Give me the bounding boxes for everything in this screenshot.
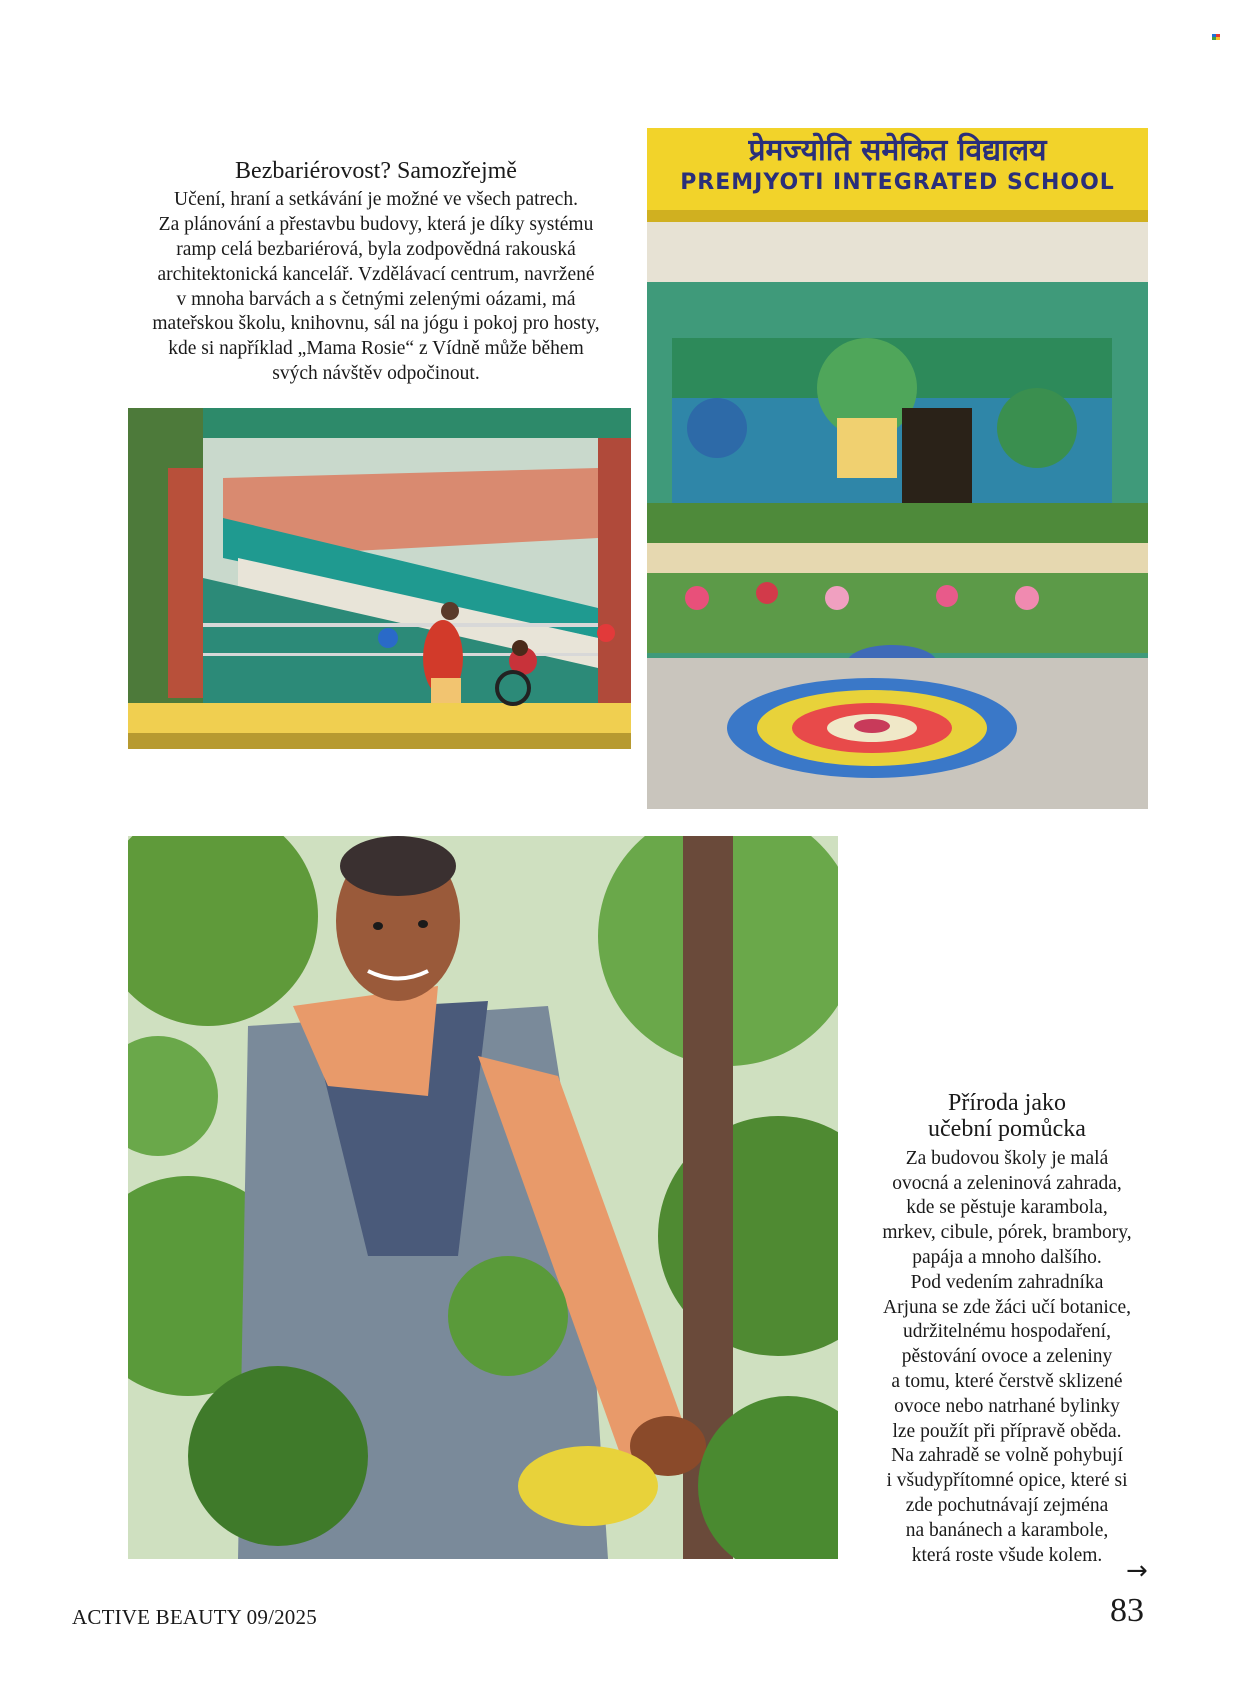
- text-line: zde pochutnávají zejména: [905, 1494, 1109, 1516]
- text-line: kde se pěstuje karambola,: [906, 1197, 1108, 1219]
- school-sign-english: PREMJYOTI INTEGRATED SCHOOL: [680, 170, 1115, 195]
- text-line: mateřskou školu, knihovnu, sál na jógu i pokoj pro hosty,: [152, 313, 600, 335]
- heading-line: Příroda jako: [948, 1090, 1066, 1116]
- text-line: i všudypřítomné opice, které si: [886, 1470, 1128, 1492]
- text-line: Pod vedením zahradníka: [910, 1271, 1104, 1293]
- text-line: a tomu, které čerstvě sklizené: [891, 1370, 1123, 1392]
- text-line: na banánech a karambole,: [905, 1519, 1109, 1541]
- section-body: [862, 1147, 1152, 1569]
- magazine-footer: ACTIVE BEAUTY 09/2025: [72, 1605, 317, 1629]
- text-line: kde si například „Mama Rosie“ z Vídně může během: [168, 338, 584, 360]
- section-heading: Bezbariérovost? Samozřejmě: [235, 158, 517, 184]
- text-line: papája a mnoho dalšího.: [912, 1246, 1102, 1268]
- text-line: která roste všude kolem.: [911, 1544, 1103, 1566]
- school-sign-hindi: प्रेमज्योति समेकित विद्यालय: [748, 133, 1047, 168]
- text-line: ramp celá bezbariérová, byla zodpovědná rakouská: [176, 238, 576, 260]
- text-line: Na zahradě se volně pohybují: [891, 1445, 1123, 1467]
- text-line: Učení, hraní a setkávání je možné ve všech patrech.: [174, 189, 578, 211]
- text-line: lze použít při přípravě oběda.: [892, 1420, 1122, 1442]
- heading-line: učební pomůcka: [928, 1116, 1086, 1143]
- text-line: pěstování ovoce a zeleniny: [901, 1346, 1113, 1368]
- text-line: architektonická kancelář. Vzdělávací centrum, navržené: [157, 263, 595, 285]
- section-body: [120, 188, 632, 386]
- text-line: ovoce nebo natrhané bylinky: [894, 1395, 1120, 1417]
- text-line: udržitelnému hospodaření,: [903, 1321, 1111, 1343]
- text-line: svých návštěv odpočinout.: [272, 362, 480, 384]
- section-accessibility: [120, 158, 632, 387]
- corner-color-mark: [1212, 34, 1221, 41]
- ramp-photo: [128, 408, 631, 749]
- gardener-photo: [128, 836, 838, 1559]
- text-line: Arjuna se zde žáci učí botanice,: [883, 1296, 1131, 1318]
- text-line: ovocná a zeleninová zahrada,: [892, 1172, 1122, 1194]
- text-line: Za plánování a přestavbu budovy, která je díky systému: [158, 214, 594, 236]
- section-heading: [862, 1090, 1152, 1143]
- school-sign: [647, 128, 1148, 196]
- text-line: mrkev, cibule, pórek, brambory,: [882, 1222, 1132, 1244]
- school-photo: [647, 128, 1148, 809]
- section-nature: [862, 1090, 1152, 1568]
- text-line: Za budovou školy je malá: [905, 1147, 1109, 1169]
- page-number: 83: [1110, 1592, 1144, 1629]
- text-line: v mnoha barvách a s četnými zelenými oázami, má: [176, 288, 576, 310]
- next-page-arrow-icon[interactable]: →: [1126, 1556, 1148, 1586]
